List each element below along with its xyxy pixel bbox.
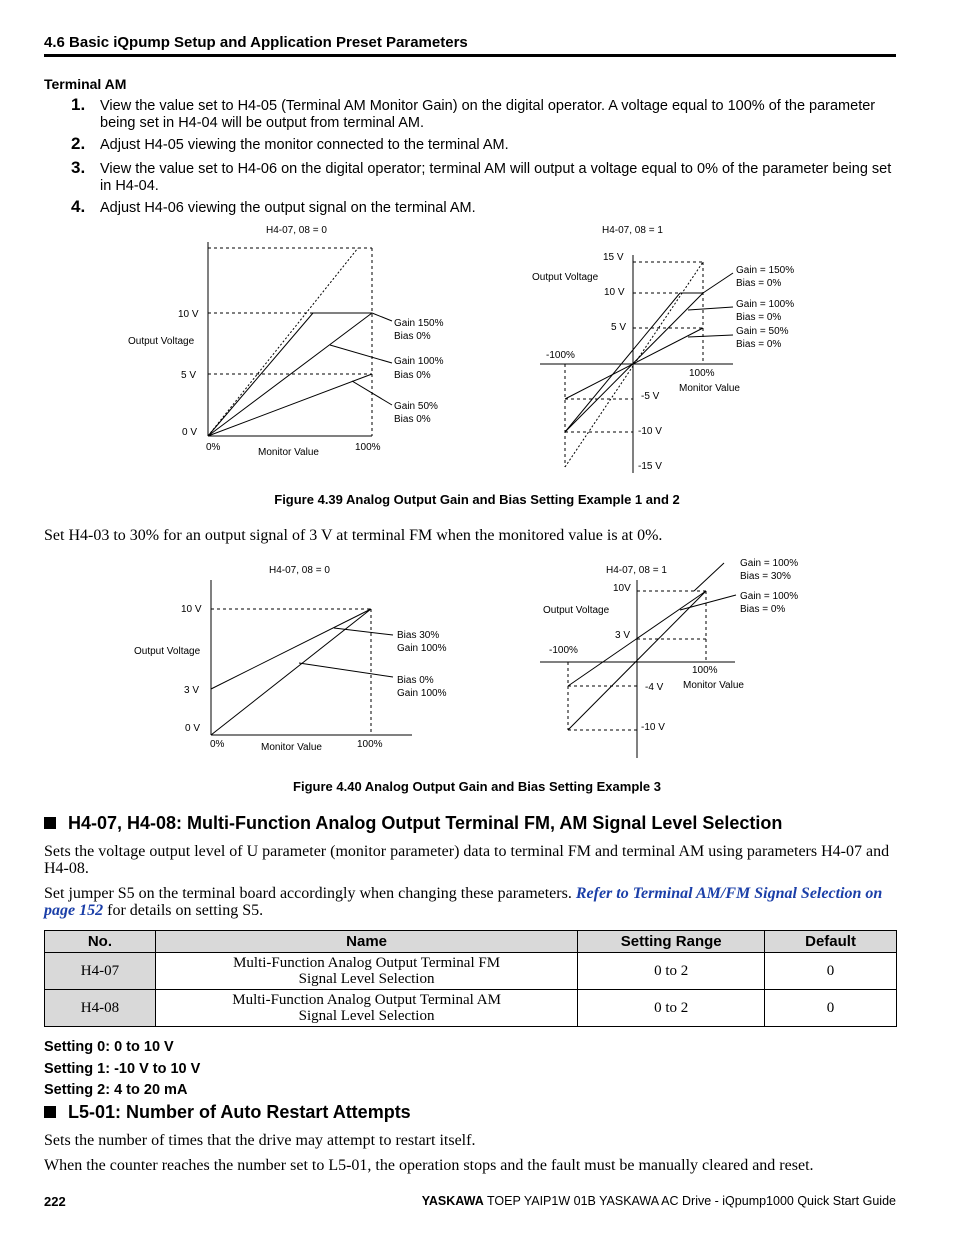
x-axis-label: Monitor Value (679, 383, 740, 394)
mode-label: H4-07, 08 = 0 (269, 565, 330, 576)
annotation: Gain 100% (397, 643, 447, 654)
param-name-cell (155, 990, 577, 1027)
leader-line (372, 313, 392, 321)
table-header-row (45, 931, 897, 953)
annotation: Gain = 100% (740, 558, 799, 569)
step-number: 2. (71, 134, 86, 153)
figure-caption: Figure 4.40 Analog Output Gain and Bias Setting Example 3 (293, 779, 661, 794)
annotation: Gain 50% (394, 401, 438, 412)
y-tick-label: 5 V (181, 370, 197, 381)
series-line-gain150-solid (565, 293, 680, 432)
annotation: Bias 0% (394, 414, 431, 425)
annotation: Bias = 0% (736, 278, 782, 289)
fig439-left-graph (128, 225, 444, 458)
section-heading-text: L5-01: Number of Auto Restart Attempts (68, 1102, 411, 1122)
annotation: Gain = 100% (736, 299, 795, 310)
annotation: Bias 0% (397, 675, 434, 686)
param-name-line: Signal Level Selection (298, 1008, 435, 1024)
y-tick-label: 0 V (182, 427, 198, 438)
paragraph (44, 885, 896, 919)
y-tick-label: 10 V (181, 604, 202, 615)
section-header: 4.6 Basic iQpump Setup and Application Preset Parameters (44, 34, 468, 51)
y-tick-label: 10 V (178, 309, 199, 320)
leader-line (330, 345, 392, 363)
annotation: Bias 0% (394, 370, 431, 381)
x-tick-label: -100% (549, 645, 578, 656)
annotation: Gain = 150% (736, 265, 795, 276)
series-line-gain50 (208, 374, 372, 436)
y-tick-label: 15 V (603, 252, 624, 263)
fig439-right-graph (532, 225, 794, 473)
paragraph-text: for details on setting S5. (103, 902, 264, 919)
column-header: Default (765, 931, 897, 953)
annotation: Gain 100% (394, 356, 444, 367)
setting-line: Setting 1: -10 V to 10 V (44, 1061, 201, 1077)
step-number: 3. (71, 158, 86, 177)
series-line-gain150-solid (208, 313, 313, 436)
x-tick-label: 100% (689, 368, 715, 379)
x-axis-label: Monitor Value (258, 447, 319, 458)
annotation: Gain = 100% (740, 591, 799, 602)
param-default-cell: 0 (765, 990, 897, 1027)
leader-line (680, 595, 736, 610)
column-header: No. (45, 931, 156, 953)
leader-line (703, 273, 733, 293)
y-axis-label: Output Voltage (128, 336, 195, 347)
setting-line: Setting 0: 0 to 10 V (44, 1039, 174, 1055)
param-no-cell: H4-07 (45, 953, 156, 990)
x-axis-label: Monitor Value (683, 680, 744, 691)
annotation: Bias = 30% (740, 571, 791, 582)
square-bullet-icon (44, 1106, 56, 1118)
step-text: Adjust H4-06 viewing the output signal on the terminal AM. (100, 200, 476, 216)
leader-line (688, 335, 733, 337)
y-tick-label: 3 V (615, 630, 631, 641)
y-tick-label: -10 V (638, 426, 662, 437)
param-name-line: Multi-Function Analog Output Terminal FM (233, 955, 501, 971)
param-range-cell: 0 to 2 (578, 990, 765, 1027)
annotation: Bias 0% (394, 331, 431, 342)
param-default-cell: 0 (765, 953, 897, 990)
y-tick-label: 0 V (185, 723, 201, 734)
header-rule (44, 54, 896, 57)
x-axis-label: Monitor Value (261, 742, 322, 753)
table-row (45, 953, 897, 990)
y-tick-label: -15 V (638, 461, 662, 472)
leader-line (299, 663, 393, 677)
param-no-cell: H4-08 (45, 990, 156, 1027)
leader-line (694, 563, 724, 591)
annotation: Gain = 50% (736, 326, 789, 337)
x-tick-label: 100% (355, 442, 381, 453)
param-name-line: Signal Level Selection (298, 971, 435, 987)
cross-reference-link[interactable]: Refer to Terminal AM/FM Signal Selection on page 152 (44, 885, 883, 919)
terminal-am-heading: Terminal AM (44, 76, 127, 92)
y-axis-label: Output Voltage (134, 646, 201, 657)
param-name-line: Multi-Function Analog Output Terminal AM (232, 992, 501, 1008)
x-tick-label: 100% (357, 739, 383, 750)
step-number: 4. (71, 197, 86, 216)
figure-caption: Figure 4.39 Analog Output Gain and Bias Setting Example 1 and 2 (274, 492, 680, 507)
y-axis-label: Output Voltage (532, 272, 599, 283)
column-header: Name (155, 931, 577, 953)
series-line-bias0 (211, 609, 371, 735)
step-text: View the value set to H4-06 on the digital operator; terminal AM will output a voltage equal to 0% of the parameter being set in H4-04. (100, 161, 892, 194)
series-line-bias30 (211, 609, 371, 689)
leader-line (688, 307, 733, 310)
param-name-cell (155, 953, 577, 990)
annotation: Bias = 0% (740, 604, 786, 615)
mode-label: H4-07, 08 = 1 (606, 565, 667, 576)
x-tick-label: 0% (206, 442, 221, 453)
y-tick-label: -5 V (641, 391, 660, 402)
y-tick-label: 10V (613, 583, 631, 594)
paragraph-text: Set jumper S5 on the terminal board accordingly when changing these parameters. (44, 885, 576, 902)
y-tick-label: 10 V (604, 287, 625, 298)
paragraph: Sets the voltage output level of U parameter (monitor parameter) data to terminal FM and terminal AM using parameters H4-07 and H4-08. (44, 843, 890, 877)
figure-4-39 (0, 215, 954, 485)
y-tick-label: -4 V (645, 682, 664, 693)
step-text: Adjust H4-05 viewing the monitor connected to the terminal AM. (100, 137, 509, 153)
column-header: Setting Range (578, 931, 765, 953)
paragraph: Sets the number of times that the drive may attempt to restart itself. (44, 1132, 476, 1149)
mode-label: H4-07, 08 = 1 (602, 225, 663, 236)
footer-doc-title: TOEP YAIP1W 01B YASKAWA AC Drive - iQpump1000 Quick Start Guide (483, 1194, 896, 1208)
mode-label: H4-07, 08 = 0 (266, 225, 327, 236)
x-tick-label: -100% (546, 350, 575, 361)
series-line-gain100 (565, 293, 703, 432)
annotation: Bias = 0% (736, 312, 782, 323)
section-heading-text: H4-07, H4-08: Multi-Function Analog Output Terminal FM, AM Signal Level Selection (68, 813, 783, 833)
section-heading (44, 1102, 411, 1123)
fig440-right-graph (540, 558, 798, 758)
x-tick-label: 0% (210, 739, 225, 750)
y-axis-label: Output Voltage (543, 605, 610, 616)
page-number: 222 (44, 1194, 66, 1209)
annotation: Bias 30% (397, 630, 440, 641)
x-tick-label: 100% (692, 665, 718, 676)
leader-line (352, 381, 392, 405)
annotation: Bias = 0% (736, 339, 782, 350)
paragraph: When the counter reaches the number set to L5-01, the operation stops and the fault must be manually cleared and reset. (44, 1157, 814, 1174)
step-text: View the value set to H4-05 (Terminal AM Monitor Gain) on the digital operator. A voltage equal to 100% of the parameter being set in H4-04 will be output from terminal AM. (100, 98, 876, 131)
paragraph: Set H4-03 to 30% for an output signal of 3 V at terminal FM when the monitored value is at 0%. (44, 527, 663, 544)
y-tick-label: -10 V (641, 722, 665, 733)
parameter-table (44, 930, 897, 1027)
annotation: Gain 150% (394, 318, 444, 329)
y-tick-label: 3 V (184, 685, 200, 696)
step-number: 1. (71, 95, 86, 114)
setting-line: Setting 2: 4 to 20 mA (44, 1082, 188, 1098)
square-bullet-icon (44, 817, 56, 829)
annotation: Gain 100% (397, 688, 447, 699)
figure-4-40 (0, 555, 954, 770)
footer-doc-info (422, 1194, 896, 1208)
fig440-left-graph (134, 565, 447, 753)
section-heading (44, 813, 782, 834)
footer-brand: YASKAWA (421, 1194, 484, 1208)
y-tick-label: 5 V (611, 322, 627, 333)
param-range-cell: 0 to 2 (578, 953, 765, 990)
table-row (45, 990, 897, 1027)
